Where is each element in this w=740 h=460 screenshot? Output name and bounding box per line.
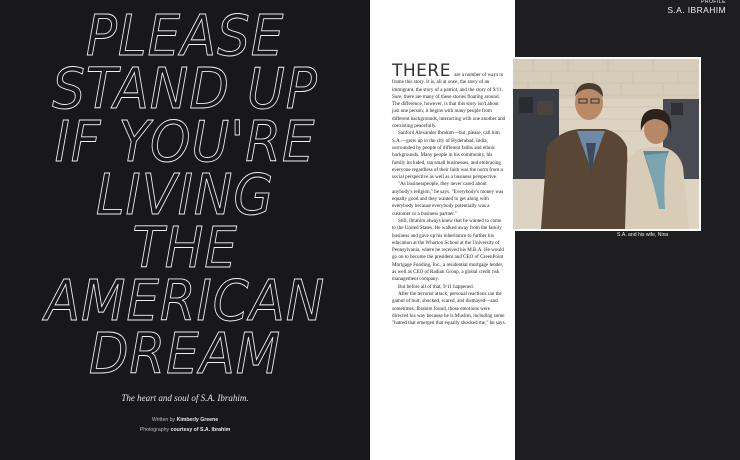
photo-prefix: Photography (139, 427, 171, 433)
photo-caption: S.A. and his wife, Nina (617, 232, 669, 238)
article-body (392, 61, 506, 327)
writer-prefix: Written by (151, 417, 177, 423)
photo-source: courtesy of S.A. Ibrahim (170, 427, 231, 433)
headline (0, 4, 370, 387)
article-paragraph: But before all of that, 9/11 happened. (398, 283, 474, 290)
headline-line: STAND UP (52, 57, 318, 122)
article-paragraph: "As businesspeople, they never cared about anybody's religion," he says. "Everybody's money was equally good and they wanted to get along with everybody because everybody potentially was a customer or a business partner." (392, 181, 504, 217)
headline-line: DREAM (88, 322, 282, 387)
portrait-photo (511, 57, 701, 231)
drop-word: THERE (392, 61, 451, 81)
dek-subtitle: The heart and soul of S.A. Ibrahim. (121, 393, 249, 403)
writer-credit (0, 415, 370, 425)
headline-line: THE (132, 216, 238, 281)
writer-name: Kimberly Greene (176, 417, 219, 423)
photo-credit (0, 425, 370, 435)
headline-line: AMERICAN (44, 269, 326, 334)
headline-line: IF YOU'RE (54, 110, 316, 175)
section-header (667, 0, 726, 15)
article-paragraph: After the terrorist attack, personal reactions ran the gamut of hurt, shocked, scared, and dismayed—and sometimes, Ibrahim found, those emotions were directed his way because he is Muslim, including some "hatred that emerged that equally shocked me," he says. (392, 290, 506, 327)
article-paragraph: Sanford Alexander Ibrahim—but, please, call him S.A.—grew up in the city of Hyderabad, India, surrounded by people of different faiths and ethnic backgrounds. Many people in his community, his family included, ran small businesses, and embracing everyone regardless of their faith was the norm from a social perspective as well as a business perspective. (392, 130, 503, 181)
section-label: PROFILE (701, 0, 726, 5)
headline-line: PLEASE (85, 4, 285, 69)
article-paragraph (392, 61, 506, 130)
article-paragraph: Still, Ibrahim always knew that he wanted to come to the United States. He walked away from the family business and gave up his inheritance to further his education at the Wharton School at the University of Pennsylvania, where he received his M.B.A. He would go on to become the president and CEO of GreenPoint Mortgage Funding, Inc., a residential mortgage lender, as well as CEO of Radian Group, a global credit risk management company. (392, 217, 504, 283)
portrait-illustration (513, 59, 699, 229)
byline-credits (0, 415, 370, 435)
headline-line: LIVING (95, 163, 275, 228)
paragraph-text: are a number of ways to frame this story. It is, all at once, the story of an immigrant, the story of a patriot, and the story of 9/11. Sure, there are many of these stories floating around. The difference, however, is that this story isn't about just one person; it begins with many people from different backgrounds, interacting with one another and coexisting peacefully. (392, 72, 506, 130)
section-name: S.A. IBRAHIM (667, 5, 726, 15)
